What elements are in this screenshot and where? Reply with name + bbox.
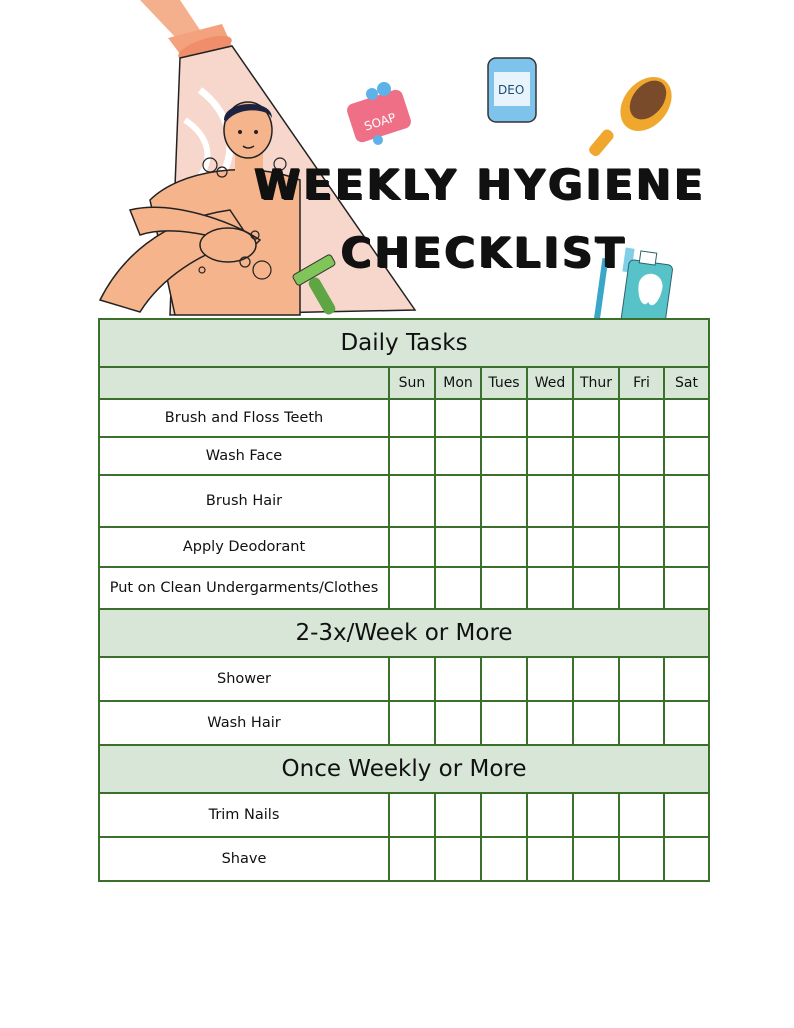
title-line-2: CHECKLIST bbox=[340, 228, 628, 277]
checkbox-cell[interactable] bbox=[481, 567, 527, 609]
checkbox-cell[interactable] bbox=[573, 475, 619, 527]
checkbox-cell[interactable] bbox=[527, 567, 573, 609]
checkbox-cell[interactable] bbox=[435, 399, 481, 437]
checkbox-cell[interactable] bbox=[573, 793, 619, 837]
day-header-row bbox=[99, 367, 709, 399]
checkbox-cell[interactable] bbox=[527, 527, 573, 567]
checkbox-cell[interactable] bbox=[389, 527, 435, 567]
checkbox-cell[interactable] bbox=[573, 701, 619, 745]
section-heading: Once Weekly or More bbox=[99, 745, 709, 793]
checkbox-cell[interactable] bbox=[435, 837, 481, 881]
task-label: Brush Hair bbox=[99, 475, 389, 527]
checkbox-cell[interactable] bbox=[619, 837, 664, 881]
task-row bbox=[99, 657, 709, 701]
checkbox-cell[interactable] bbox=[389, 701, 435, 745]
task-label: Wash Face bbox=[99, 437, 389, 475]
checkbox-cell[interactable] bbox=[481, 701, 527, 745]
hygiene-checklist-table bbox=[98, 318, 710, 882]
checkbox-cell[interactable] bbox=[389, 837, 435, 881]
section-header-row bbox=[99, 745, 709, 793]
task-column-header bbox=[99, 367, 389, 399]
section-heading: 2-3x/Week or More bbox=[99, 609, 709, 657]
day-header: Sat bbox=[664, 367, 709, 399]
checkbox-cell[interactable] bbox=[619, 701, 664, 745]
task-label: Put on Clean Undergarments/Clothes bbox=[99, 567, 389, 609]
checkbox-cell[interactable] bbox=[481, 399, 527, 437]
checkbox-cell[interactable] bbox=[389, 399, 435, 437]
task-label: Shower bbox=[99, 657, 389, 701]
checkbox-cell[interactable] bbox=[435, 437, 481, 475]
checkbox-cell[interactable] bbox=[573, 399, 619, 437]
checkbox-cell[interactable] bbox=[619, 527, 664, 567]
checkbox-cell[interactable] bbox=[389, 793, 435, 837]
task-row bbox=[99, 437, 709, 475]
task-label: Brush and Floss Teeth bbox=[99, 399, 389, 437]
day-header: Wed bbox=[527, 367, 573, 399]
checkbox-cell[interactable] bbox=[481, 793, 527, 837]
checkbox-cell[interactable] bbox=[435, 793, 481, 837]
checkbox-cell[interactable] bbox=[664, 475, 709, 527]
checkbox-cell[interactable] bbox=[389, 567, 435, 609]
soap-label: SOAP bbox=[362, 110, 398, 134]
checkbox-cell[interactable] bbox=[664, 657, 709, 701]
checkbox-cell[interactable] bbox=[435, 657, 481, 701]
checkbox-cell[interactable] bbox=[619, 567, 664, 609]
task-row bbox=[99, 837, 709, 881]
checkbox-cell[interactable] bbox=[389, 437, 435, 475]
checkbox-cell[interactable] bbox=[619, 657, 664, 701]
checkbox-cell[interactable] bbox=[664, 399, 709, 437]
checkbox-cell[interactable] bbox=[664, 837, 709, 881]
checkbox-cell[interactable] bbox=[664, 793, 709, 837]
checkbox-cell[interactable] bbox=[527, 701, 573, 745]
checkbox-cell[interactable] bbox=[481, 475, 527, 527]
section-heading: Daily Tasks bbox=[99, 319, 709, 367]
checkbox-cell[interactable] bbox=[619, 437, 664, 475]
checkbox-cell[interactable] bbox=[527, 475, 573, 527]
task-row bbox=[99, 527, 709, 567]
checkbox-cell[interactable] bbox=[435, 567, 481, 609]
checkbox-cell[interactable] bbox=[619, 793, 664, 837]
task-label: Apply Deodorant bbox=[99, 527, 389, 567]
task-label: Shave bbox=[99, 837, 389, 881]
checkbox-cell[interactable] bbox=[481, 527, 527, 567]
day-header: Sun bbox=[389, 367, 435, 399]
checkbox-cell[interactable] bbox=[435, 475, 481, 527]
deodorant-label: DEO bbox=[498, 83, 525, 97]
task-row bbox=[99, 399, 709, 437]
checkbox-cell[interactable] bbox=[573, 837, 619, 881]
day-header: Tues bbox=[481, 367, 527, 399]
hairbrush-icon bbox=[587, 67, 682, 158]
task-row bbox=[99, 701, 709, 745]
checkbox-cell[interactable] bbox=[527, 399, 573, 437]
checkbox-cell[interactable] bbox=[389, 475, 435, 527]
task-label: Trim Nails bbox=[99, 793, 389, 837]
section-header-row bbox=[99, 609, 709, 657]
checkbox-cell[interactable] bbox=[664, 701, 709, 745]
section-header-row bbox=[99, 319, 709, 367]
task-row bbox=[99, 475, 709, 527]
checkbox-cell[interactable] bbox=[527, 837, 573, 881]
checkbox-cell[interactable] bbox=[389, 657, 435, 701]
checkbox-cell[interactable] bbox=[573, 657, 619, 701]
day-header: Thur bbox=[573, 367, 619, 399]
checkbox-cell[interactable] bbox=[481, 657, 527, 701]
day-header: Mon bbox=[435, 367, 481, 399]
checkbox-cell[interactable] bbox=[619, 399, 664, 437]
checkbox-cell[interactable] bbox=[435, 701, 481, 745]
checkbox-cell[interactable] bbox=[435, 527, 481, 567]
checkbox-cell[interactable] bbox=[527, 437, 573, 475]
checkbox-cell[interactable] bbox=[619, 475, 664, 527]
checkbox-cell[interactable] bbox=[527, 657, 573, 701]
checkbox-cell[interactable] bbox=[573, 437, 619, 475]
soap-icon bbox=[345, 82, 413, 145]
title-line-1: WEEKLY HYGIENE bbox=[254, 160, 706, 209]
task-label: Wash Hair bbox=[99, 701, 389, 745]
checkbox-cell[interactable] bbox=[481, 837, 527, 881]
checkbox-cell[interactable] bbox=[573, 527, 619, 567]
checkbox-cell[interactable] bbox=[527, 793, 573, 837]
checkbox-cell[interactable] bbox=[664, 527, 709, 567]
checkbox-cell[interactable] bbox=[664, 567, 709, 609]
day-header: Fri bbox=[619, 367, 664, 399]
deodorant-icon bbox=[488, 58, 536, 122]
checkbox-cell[interactable] bbox=[481, 437, 527, 475]
checkbox-cell[interactable] bbox=[664, 437, 709, 475]
task-row bbox=[99, 793, 709, 837]
task-row bbox=[99, 567, 709, 609]
checkbox-cell[interactable] bbox=[573, 567, 619, 609]
